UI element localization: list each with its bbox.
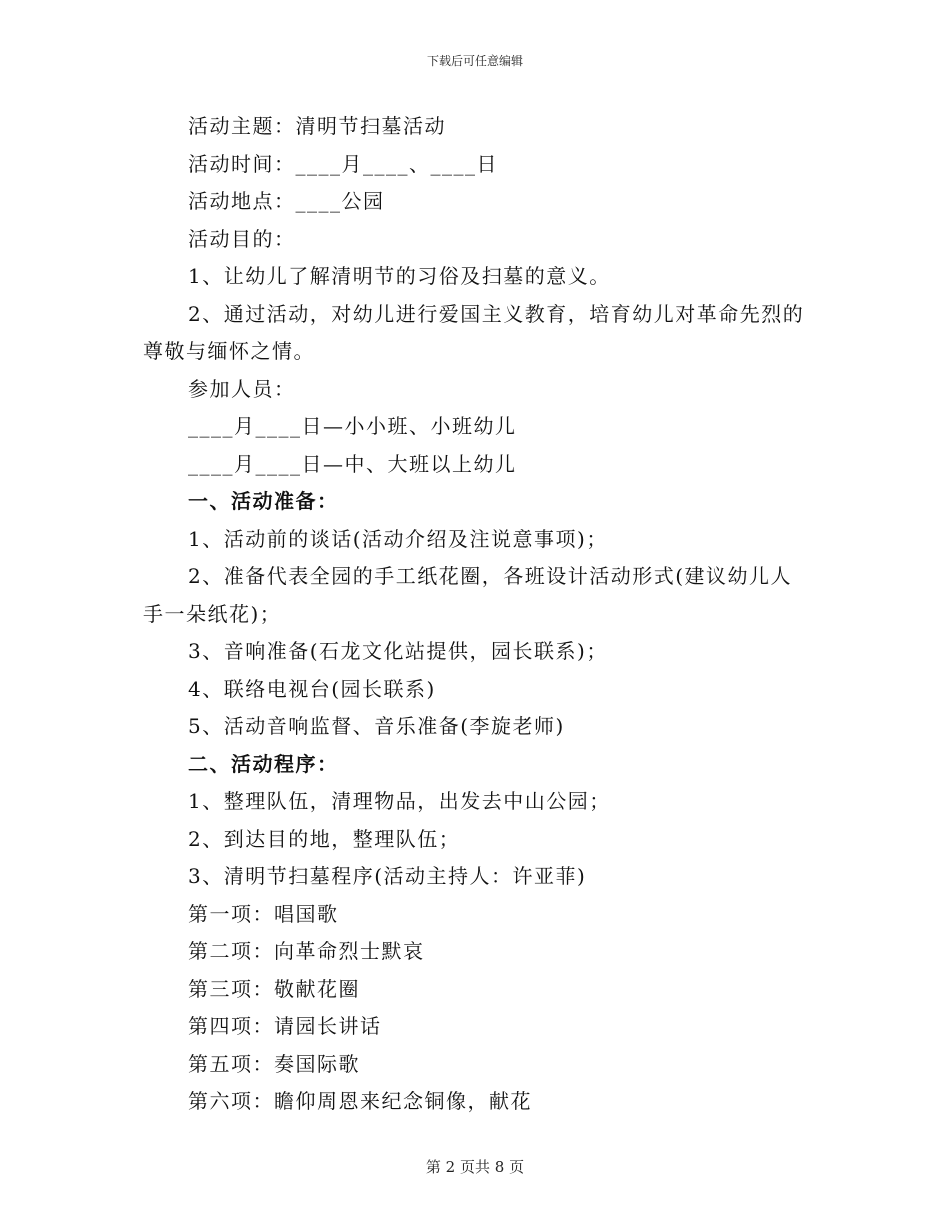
page-footer: 第 2 页共 8 页 <box>425 1158 525 1176</box>
paragraph-line: 2、准备代表全园的手工纸花圈，各班设计活动形式(建议幼儿人 <box>188 564 793 588</box>
paragraph-line: ____月____日—中、大班以上幼儿 <box>188 451 517 476</box>
paragraph-line: 参加人员： <box>188 376 296 401</box>
paragraph-line: 1、活动前的谈话(活动介绍及注说意事项)； <box>188 526 608 551</box>
paragraph-line: 活动主题：清明节扫墓活动 <box>188 114 446 138</box>
paragraph-line: 第五项：奏国际歌 <box>188 1051 360 1076</box>
paragraph-line: 5、活动音响监督、音乐准备(李旋老师) <box>188 714 565 738</box>
paragraph-line: 尊敬与缅怀之情。 <box>143 339 315 363</box>
paragraph-line: 活动地点：____公园 <box>188 189 385 213</box>
paragraph-line: 1、整理队伍，清理物品，出发去中山公园； <box>188 789 611 813</box>
paragraph-line: 第三项：敬献花圈 <box>188 976 360 1001</box>
paragraph-line: 活动时间：____月____、____日 <box>188 151 498 176</box>
paragraph-line: 活动目的： <box>188 226 296 251</box>
paragraph-line: 1、让幼儿了解清明节的习俗及扫墓的意义。 <box>188 264 611 288</box>
paragraph-line: 4、联络电视台(园长联系) <box>188 676 436 701</box>
paragraph-line: 第四项：请园长讲话 <box>188 1014 382 1038</box>
section-heading: 二、活动程序： <box>188 751 339 776</box>
page-header: 下载后可任意编辑 <box>426 54 523 68</box>
paragraph-line: 3、音响准备(石龙文化站提供，园长联系)； <box>188 639 608 663</box>
document-body <box>143 108 808 1121</box>
paragraph-line: 手一朵纸花)； <box>143 601 282 626</box>
paragraph-line: ____月____日—小小班、小班幼儿 <box>188 414 517 438</box>
paragraph-line: 第二项：向革命烈士默哀 <box>188 939 425 963</box>
section-heading: 一、活动准备： <box>188 489 339 513</box>
paragraph-line: 2、通过活动，对幼儿进行爱国主义教育，培育幼儿对革命先烈的 <box>188 301 805 326</box>
paragraph-line: 第六项：瞻仰周恩来纪念铜像，献花 <box>188 1089 532 1113</box>
paragraph-line: 2、到达目的地，整理队伍； <box>188 826 461 851</box>
paragraph-line: 第一项：唱国歌 <box>188 901 339 926</box>
paragraph-line: 3、清明节扫墓程序(活动主持人：许亚菲) <box>188 864 587 888</box>
